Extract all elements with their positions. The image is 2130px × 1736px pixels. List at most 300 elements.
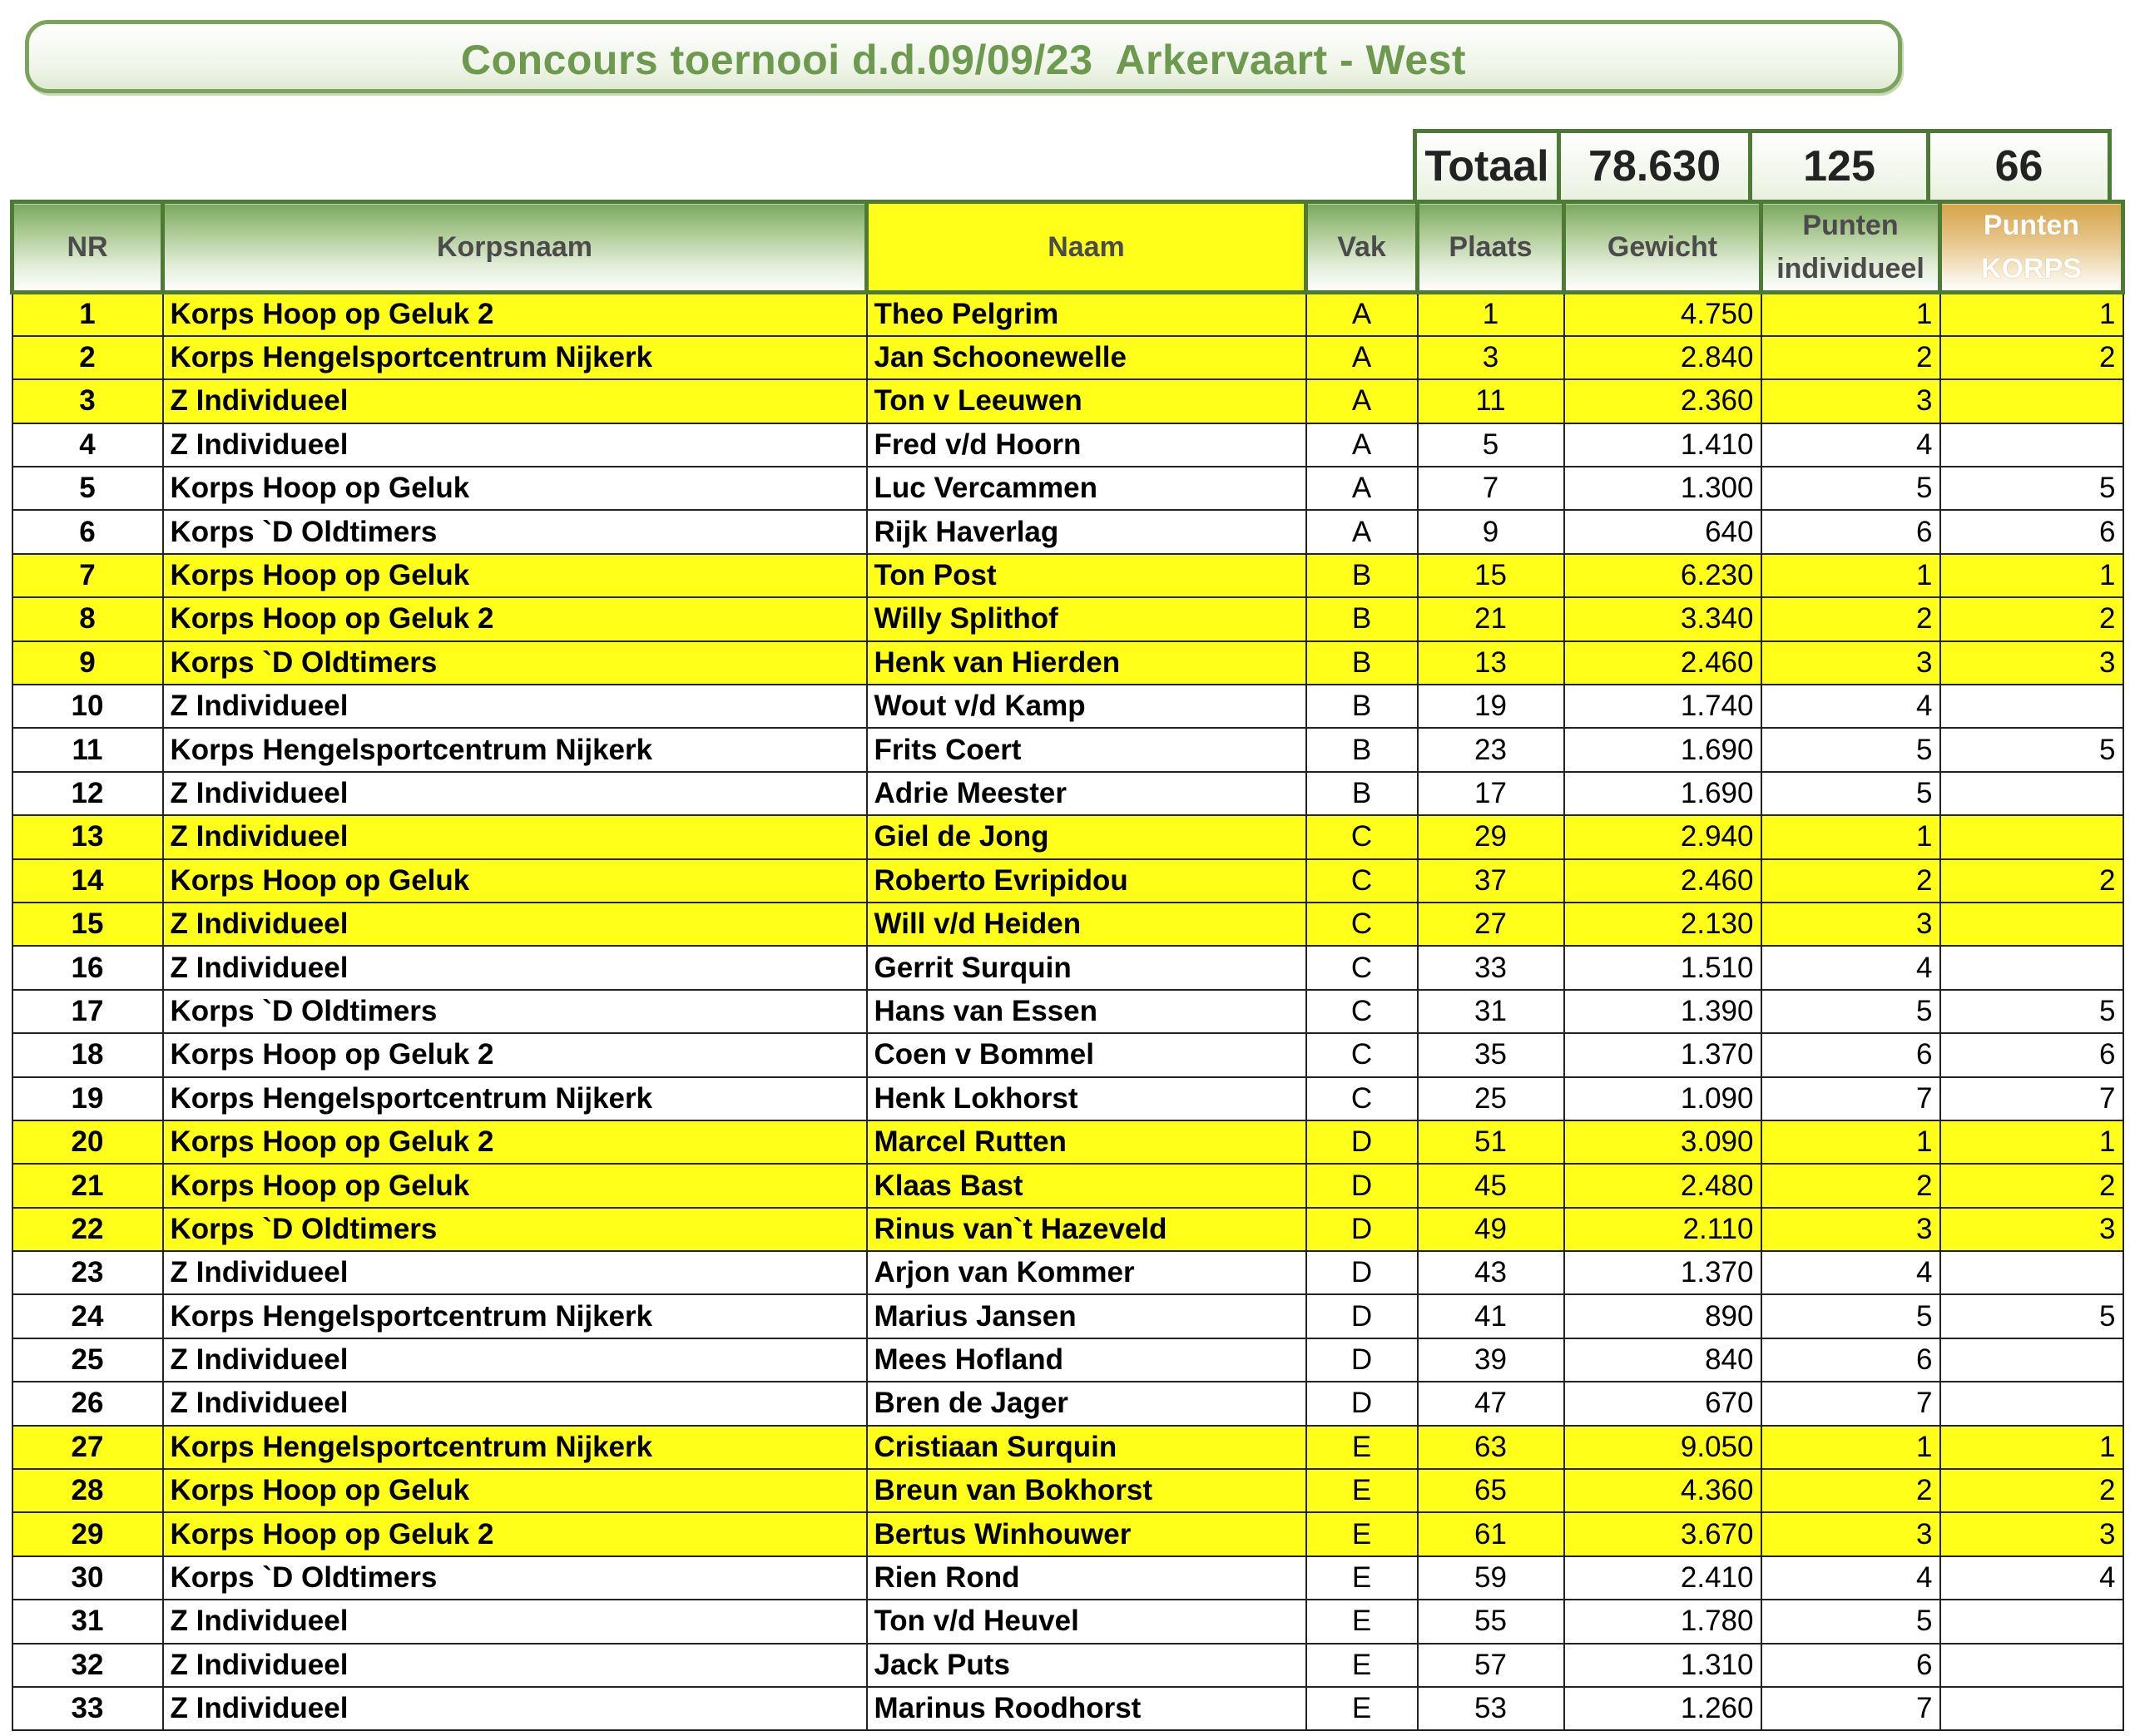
row-punten-individueel: 2 bbox=[1761, 859, 1940, 903]
row-vak: B bbox=[1306, 554, 1418, 597]
row-nr: 26 bbox=[12, 1382, 163, 1425]
totals-label: Totaal bbox=[1413, 129, 1561, 204]
row-nr: 13 bbox=[12, 815, 163, 858]
row-nr: 30 bbox=[12, 1556, 163, 1600]
row-gewicht: 3.340 bbox=[1564, 597, 1761, 640]
row-nr: 18 bbox=[12, 1033, 163, 1076]
row-punten-individueel: 7 bbox=[1761, 1382, 1940, 1425]
row-plaats: 49 bbox=[1418, 1208, 1564, 1251]
row-vak: B bbox=[1306, 728, 1418, 771]
row-korpsnaam: Korps `D Oldtimers bbox=[163, 510, 867, 553]
row-punten-individueel: 2 bbox=[1761, 336, 1940, 379]
row-gewicht: 2.480 bbox=[1564, 1164, 1761, 1207]
row-punten-individueel: 6 bbox=[1761, 510, 1940, 553]
row-punten-korps bbox=[1940, 772, 2123, 815]
row-vak: C bbox=[1306, 903, 1418, 946]
header-gewicht: Gewicht bbox=[1564, 202, 1761, 293]
row-nr: 33 bbox=[12, 1687, 163, 1730]
row-vak: E bbox=[1306, 1644, 1418, 1687]
row-nr: 4 bbox=[12, 423, 163, 467]
row-gewicht: 1.260 bbox=[1564, 1687, 1761, 1730]
row-plaats: 31 bbox=[1418, 990, 1564, 1033]
row-naam: Marcel Rutten bbox=[867, 1120, 1306, 1164]
row-nr: 9 bbox=[12, 641, 163, 685]
table-row bbox=[12, 815, 2123, 858]
results-table bbox=[10, 200, 2125, 1731]
row-korpsnaam: Z Individueel bbox=[163, 1600, 867, 1643]
row-nr: 12 bbox=[12, 772, 163, 815]
row-korpsnaam: Korps `D Oldtimers bbox=[163, 1208, 867, 1251]
row-nr: 32 bbox=[12, 1644, 163, 1687]
row-gewicht: 3.670 bbox=[1564, 1512, 1761, 1555]
row-naam: Henk van Hierden bbox=[867, 641, 1306, 685]
header-punten-ind-line2: individueel bbox=[1776, 253, 1924, 284]
row-punten-korps: 2 bbox=[1940, 859, 2123, 903]
row-nr: 7 bbox=[12, 554, 163, 597]
row-gewicht: 1.740 bbox=[1564, 685, 1761, 728]
row-punten-individueel: 4 bbox=[1761, 685, 1940, 728]
row-naam: Ton v/d Heuvel bbox=[867, 1600, 1306, 1643]
row-vak: E bbox=[1306, 1687, 1418, 1730]
row-plaats: 21 bbox=[1418, 597, 1564, 640]
totals-punten-individueel: 125 bbox=[1748, 129, 1930, 204]
row-nr: 5 bbox=[12, 467, 163, 510]
row-plaats: 53 bbox=[1418, 1687, 1564, 1730]
row-naam: Willy Splithof bbox=[867, 597, 1306, 640]
table-row bbox=[12, 903, 2123, 946]
row-punten-individueel: 3 bbox=[1761, 1512, 1940, 1555]
row-punten-korps: 6 bbox=[1940, 510, 2123, 553]
row-gewicht: 2.460 bbox=[1564, 641, 1761, 685]
header-punten-ind-line1: Punten bbox=[1802, 210, 1899, 241]
table-row bbox=[12, 467, 2123, 510]
row-nr: 8 bbox=[12, 597, 163, 640]
row-gewicht: 1.390 bbox=[1564, 990, 1761, 1033]
row-korpsnaam: Korps Hoop op Geluk 2 bbox=[163, 1033, 867, 1076]
row-plaats: 33 bbox=[1418, 946, 1564, 989]
table-row bbox=[12, 1426, 2123, 1469]
row-gewicht: 9.050 bbox=[1564, 1426, 1761, 1469]
row-nr: 17 bbox=[12, 990, 163, 1033]
row-vak: A bbox=[1306, 293, 1418, 336]
row-punten-korps bbox=[1940, 815, 2123, 858]
table-row bbox=[12, 336, 2123, 379]
row-korpsnaam: Korps Hoop op Geluk 2 bbox=[163, 293, 867, 336]
row-punten-korps: 5 bbox=[1940, 1294, 2123, 1338]
row-nr: 21 bbox=[12, 1164, 163, 1207]
row-punten-korps bbox=[1940, 1600, 2123, 1643]
row-punten-korps: 7 bbox=[1940, 1077, 2123, 1120]
row-punten-individueel: 6 bbox=[1761, 1338, 1940, 1382]
row-gewicht: 1.310 bbox=[1564, 1644, 1761, 1687]
row-plaats: 11 bbox=[1418, 379, 1564, 423]
row-nr: 29 bbox=[12, 1512, 163, 1555]
row-punten-individueel: 1 bbox=[1761, 554, 1940, 597]
row-plaats: 29 bbox=[1418, 815, 1564, 858]
row-naam: Adrie Meester bbox=[867, 772, 1306, 815]
page-title: Concours toernooi d.d.09/09/23 Arkervaart - West bbox=[460, 37, 1467, 83]
row-korpsnaam: Z Individueel bbox=[163, 379, 867, 423]
row-vak: D bbox=[1306, 1294, 1418, 1338]
row-punten-individueel: 5 bbox=[1761, 1600, 1940, 1643]
row-plaats: 15 bbox=[1418, 554, 1564, 597]
row-nr: 22 bbox=[12, 1208, 163, 1251]
row-naam: Cristiaan Surquin bbox=[867, 1426, 1306, 1469]
row-naam: Roberto Evripidou bbox=[867, 859, 1306, 903]
row-gewicht: 1.410 bbox=[1564, 423, 1761, 467]
row-vak: A bbox=[1306, 423, 1418, 467]
table-row bbox=[12, 1338, 2123, 1382]
row-punten-korps bbox=[1940, 946, 2123, 989]
header-korpsnaam: Korpsnaam bbox=[163, 202, 867, 293]
row-nr: 23 bbox=[12, 1251, 163, 1294]
row-punten-individueel: 5 bbox=[1761, 990, 1940, 1033]
row-punten-individueel: 4 bbox=[1761, 423, 1940, 467]
row-punten-korps: 3 bbox=[1940, 1512, 2123, 1555]
row-korpsnaam: Korps Hoop op Geluk bbox=[163, 1469, 867, 1512]
row-punten-korps: 2 bbox=[1940, 597, 2123, 640]
totals-row bbox=[1413, 129, 2112, 204]
row-punten-korps: 6 bbox=[1940, 1033, 2123, 1076]
row-punten-individueel: 2 bbox=[1761, 1469, 1940, 1512]
row-gewicht: 1.690 bbox=[1564, 728, 1761, 771]
row-punten-korps: 2 bbox=[1940, 336, 2123, 379]
header-punten-korps bbox=[1940, 202, 2123, 293]
row-vak: E bbox=[1306, 1469, 1418, 1512]
row-punten-individueel: 4 bbox=[1761, 1251, 1940, 1294]
table-row bbox=[12, 1382, 2123, 1425]
row-vak: C bbox=[1306, 859, 1418, 903]
row-punten-korps bbox=[1940, 1338, 2123, 1382]
row-korpsnaam: Korps Hoop op Geluk 2 bbox=[163, 597, 867, 640]
row-gewicht: 670 bbox=[1564, 1382, 1761, 1425]
table-row bbox=[12, 597, 2123, 640]
row-punten-korps: 4 bbox=[1940, 1556, 2123, 1600]
row-nr: 2 bbox=[12, 336, 163, 379]
row-korpsnaam: Korps Hoop op Geluk bbox=[163, 1164, 867, 1207]
row-gewicht: 3.090 bbox=[1564, 1120, 1761, 1164]
header-vak: Vak bbox=[1306, 202, 1418, 293]
results-body bbox=[12, 293, 2123, 1731]
table-row bbox=[12, 379, 2123, 423]
row-korpsnaam: Z Individueel bbox=[163, 1338, 867, 1382]
row-gewicht: 1.510 bbox=[1564, 946, 1761, 989]
row-punten-individueel: 5 bbox=[1761, 467, 1940, 510]
row-punten-individueel: 3 bbox=[1761, 1208, 1940, 1251]
row-vak: E bbox=[1306, 1600, 1418, 1643]
row-punten-individueel: 2 bbox=[1761, 597, 1940, 640]
row-plaats: 19 bbox=[1418, 685, 1564, 728]
row-punten-individueel: 4 bbox=[1761, 1556, 1940, 1600]
row-punten-korps bbox=[1940, 1687, 2123, 1730]
row-naam: Klaas Bast bbox=[867, 1164, 1306, 1207]
row-korpsnaam: Korps Hoop op Geluk bbox=[163, 467, 867, 510]
row-vak: C bbox=[1306, 946, 1418, 989]
row-naam: Marius Jansen bbox=[867, 1294, 1306, 1338]
row-punten-individueel: 3 bbox=[1761, 641, 1940, 685]
header-punten-korps-line1: Punten bbox=[1983, 210, 2080, 241]
row-naam: Rien Rond bbox=[867, 1556, 1306, 1600]
row-vak: E bbox=[1306, 1512, 1418, 1555]
row-plaats: 27 bbox=[1418, 903, 1564, 946]
row-gewicht: 640 bbox=[1564, 510, 1761, 553]
row-plaats: 1 bbox=[1418, 293, 1564, 336]
table-row bbox=[12, 1164, 2123, 1207]
row-punten-individueel: 5 bbox=[1761, 728, 1940, 771]
row-plaats: 57 bbox=[1418, 1644, 1564, 1687]
table-row bbox=[12, 1556, 2123, 1600]
row-korpsnaam: Z Individueel bbox=[163, 423, 867, 467]
row-nr: 15 bbox=[12, 903, 163, 946]
row-nr: 3 bbox=[12, 379, 163, 423]
table-row bbox=[12, 554, 2123, 597]
table-row bbox=[12, 510, 2123, 553]
table-row bbox=[12, 641, 2123, 685]
table-row bbox=[12, 423, 2123, 467]
row-punten-korps bbox=[1940, 423, 2123, 467]
table-row bbox=[12, 1033, 2123, 1076]
row-naam: Arjon van Kommer bbox=[867, 1251, 1306, 1294]
row-gewicht: 1.780 bbox=[1564, 1600, 1761, 1643]
row-korpsnaam: Korps Hengelsportcentrum Nijkerk bbox=[163, 1426, 867, 1469]
row-punten-korps bbox=[1940, 1251, 2123, 1294]
row-vak: A bbox=[1306, 510, 1418, 553]
row-plaats: 23 bbox=[1418, 728, 1564, 771]
row-nr: 25 bbox=[12, 1338, 163, 1382]
row-vak: E bbox=[1306, 1556, 1418, 1600]
row-vak: A bbox=[1306, 336, 1418, 379]
row-plaats: 59 bbox=[1418, 1556, 1564, 1600]
row-punten-korps: 2 bbox=[1940, 1469, 2123, 1512]
row-vak: A bbox=[1306, 379, 1418, 423]
row-plaats: 7 bbox=[1418, 467, 1564, 510]
row-gewicht: 1.370 bbox=[1564, 1033, 1761, 1076]
row-punten-korps: 5 bbox=[1940, 467, 2123, 510]
row-gewicht: 4.360 bbox=[1564, 1469, 1761, 1512]
row-gewicht: 1.300 bbox=[1564, 467, 1761, 510]
row-punten-individueel: 3 bbox=[1761, 379, 1940, 423]
row-gewicht: 1.090 bbox=[1564, 1077, 1761, 1120]
row-vak: D bbox=[1306, 1338, 1418, 1382]
row-korpsnaam: Korps `D Oldtimers bbox=[163, 641, 867, 685]
row-naam: Luc Vercammen bbox=[867, 467, 1306, 510]
row-nr: 6 bbox=[12, 510, 163, 553]
row-plaats: 63 bbox=[1418, 1426, 1564, 1469]
row-naam: Henk Lokhorst bbox=[867, 1077, 1306, 1120]
title-banner bbox=[25, 20, 1902, 93]
row-nr: 10 bbox=[12, 685, 163, 728]
row-punten-individueel: 1 bbox=[1761, 815, 1940, 858]
row-nr: 11 bbox=[12, 728, 163, 771]
row-nr: 24 bbox=[12, 1294, 163, 1338]
row-gewicht: 2.360 bbox=[1564, 379, 1761, 423]
table-row bbox=[12, 1600, 2123, 1643]
row-gewicht: 6.230 bbox=[1564, 554, 1761, 597]
totals-gewicht: 78.630 bbox=[1557, 129, 1752, 204]
row-plaats: 13 bbox=[1418, 641, 1564, 685]
row-plaats: 43 bbox=[1418, 1251, 1564, 1294]
row-vak: B bbox=[1306, 641, 1418, 685]
row-naam: Fred v/d Hoorn bbox=[867, 423, 1306, 467]
row-naam: Will v/d Heiden bbox=[867, 903, 1306, 946]
row-plaats: 51 bbox=[1418, 1120, 1564, 1164]
row-punten-individueel: 3 bbox=[1761, 903, 1940, 946]
row-naam: Coen v Bommel bbox=[867, 1033, 1306, 1076]
table-row bbox=[12, 990, 2123, 1033]
row-punten-korps: 1 bbox=[1940, 1426, 2123, 1469]
table-row bbox=[12, 772, 2123, 815]
table-row bbox=[12, 293, 2123, 336]
row-vak: D bbox=[1306, 1120, 1418, 1164]
row-punten-korps: 1 bbox=[1940, 1120, 2123, 1164]
row-punten-individueel: 5 bbox=[1761, 1294, 1940, 1338]
row-punten-individueel: 2 bbox=[1761, 1164, 1940, 1207]
row-plaats: 61 bbox=[1418, 1512, 1564, 1555]
row-naam: Bren de Jager bbox=[867, 1382, 1306, 1425]
row-korpsnaam: Z Individueel bbox=[163, 1687, 867, 1730]
table-row bbox=[12, 1251, 2123, 1294]
row-plaats: 5 bbox=[1418, 423, 1564, 467]
table-row bbox=[12, 1512, 2123, 1555]
header-punten-individueel bbox=[1761, 202, 1940, 293]
row-korpsnaam: Korps Hoop op Geluk 2 bbox=[163, 1120, 867, 1164]
row-vak: C bbox=[1306, 990, 1418, 1033]
row-naam: Wout v/d Kamp bbox=[867, 685, 1306, 728]
row-vak: D bbox=[1306, 1382, 1418, 1425]
row-plaats: 17 bbox=[1418, 772, 1564, 815]
row-plaats: 45 bbox=[1418, 1164, 1564, 1207]
table-row bbox=[12, 1294, 2123, 1338]
row-naam: Bertus Winhouwer bbox=[867, 1512, 1306, 1555]
row-naam: Jan Schoonewelle bbox=[867, 336, 1306, 379]
row-punten-korps: 3 bbox=[1940, 641, 2123, 685]
row-vak: B bbox=[1306, 772, 1418, 815]
row-punten-korps: 1 bbox=[1940, 293, 2123, 336]
row-korpsnaam: Korps Hoop op Geluk bbox=[163, 554, 867, 597]
row-vak: A bbox=[1306, 467, 1418, 510]
row-gewicht: 2.110 bbox=[1564, 1208, 1761, 1251]
row-punten-korps bbox=[1940, 1644, 2123, 1687]
row-nr: 20 bbox=[12, 1120, 163, 1164]
row-korpsnaam: Korps Hoop op Geluk 2 bbox=[163, 1512, 867, 1555]
row-nr: 1 bbox=[12, 293, 163, 336]
row-vak: E bbox=[1306, 1426, 1418, 1469]
header-row bbox=[12, 202, 2123, 293]
header-nr: NR bbox=[12, 202, 163, 293]
row-korpsnaam: Korps `D Oldtimers bbox=[163, 990, 867, 1033]
row-punten-korps bbox=[1940, 1382, 2123, 1425]
row-naam: Mees Hofland bbox=[867, 1338, 1306, 1382]
row-nr: 16 bbox=[12, 946, 163, 989]
row-punten-korps bbox=[1940, 685, 2123, 728]
row-plaats: 65 bbox=[1418, 1469, 1564, 1512]
row-gewicht: 4.750 bbox=[1564, 293, 1761, 336]
row-korpsnaam: Korps Hoop op Geluk bbox=[163, 859, 867, 903]
row-punten-korps: 3 bbox=[1940, 1208, 2123, 1251]
row-gewicht: 2.940 bbox=[1564, 815, 1761, 858]
row-punten-individueel: 1 bbox=[1761, 1120, 1940, 1164]
row-punten-individueel: 5 bbox=[1761, 772, 1940, 815]
row-gewicht: 1.370 bbox=[1564, 1251, 1761, 1294]
table-row bbox=[12, 1208, 2123, 1251]
row-korpsnaam: Z Individueel bbox=[163, 1644, 867, 1687]
row-gewicht: 1.690 bbox=[1564, 772, 1761, 815]
totals-punten-korps: 66 bbox=[1926, 129, 2112, 204]
row-gewicht: 2.460 bbox=[1564, 859, 1761, 903]
row-naam: Hans van Essen bbox=[867, 990, 1306, 1033]
row-punten-korps bbox=[1940, 379, 2123, 423]
row-korpsnaam: Z Individueel bbox=[163, 772, 867, 815]
row-punten-individueel: 6 bbox=[1761, 1644, 1940, 1687]
row-nr: 19 bbox=[12, 1077, 163, 1120]
row-vak: C bbox=[1306, 815, 1418, 858]
row-gewicht: 890 bbox=[1564, 1294, 1761, 1338]
row-naam: Theo Pelgrim bbox=[867, 293, 1306, 336]
row-vak: B bbox=[1306, 685, 1418, 728]
table-row bbox=[12, 859, 2123, 903]
row-nr: 28 bbox=[12, 1469, 163, 1512]
row-vak: C bbox=[1306, 1077, 1418, 1120]
table-row bbox=[12, 1644, 2123, 1687]
row-plaats: 3 bbox=[1418, 336, 1564, 379]
row-punten-korps bbox=[1940, 903, 2123, 946]
row-naam: Breun van Bokhorst bbox=[867, 1469, 1306, 1512]
row-gewicht: 840 bbox=[1564, 1338, 1761, 1382]
row-korpsnaam: Z Individueel bbox=[163, 815, 867, 858]
row-vak: D bbox=[1306, 1208, 1418, 1251]
row-naam: Gerrit Surquin bbox=[867, 946, 1306, 989]
row-vak: B bbox=[1306, 597, 1418, 640]
table-row bbox=[12, 728, 2123, 771]
row-korpsnaam: Z Individueel bbox=[163, 1382, 867, 1425]
row-nr: 31 bbox=[12, 1600, 163, 1643]
row-punten-individueel: 1 bbox=[1761, 1426, 1940, 1469]
row-naam: Frits Coert bbox=[867, 728, 1306, 771]
row-korpsnaam: Z Individueel bbox=[163, 946, 867, 989]
row-nr: 27 bbox=[12, 1426, 163, 1469]
row-korpsnaam: Korps Hengelsportcentrum Nijkerk bbox=[163, 1077, 867, 1120]
row-gewicht: 2.840 bbox=[1564, 336, 1761, 379]
row-vak: D bbox=[1306, 1251, 1418, 1294]
row-punten-individueel: 6 bbox=[1761, 1033, 1940, 1076]
row-korpsnaam: Z Individueel bbox=[163, 1251, 867, 1294]
row-punten-korps: 5 bbox=[1940, 728, 2123, 771]
row-korpsnaam: Korps Hengelsportcentrum Nijkerk bbox=[163, 1294, 867, 1338]
row-naam: Giel de Jong bbox=[867, 815, 1306, 858]
row-punten-individueel: 7 bbox=[1761, 1687, 1940, 1730]
row-naam: Rinus van`t Hazeveld bbox=[867, 1208, 1306, 1251]
row-plaats: 55 bbox=[1418, 1600, 1564, 1643]
row-vak: D bbox=[1306, 1164, 1418, 1207]
header-naam: Naam bbox=[867, 202, 1306, 293]
row-plaats: 35 bbox=[1418, 1033, 1564, 1076]
row-vak: C bbox=[1306, 1033, 1418, 1076]
row-korpsnaam: Z Individueel bbox=[163, 903, 867, 946]
header-punten-korps-line2: KORPS bbox=[1981, 253, 2082, 284]
row-punten-korps: 1 bbox=[1940, 554, 2123, 597]
table-row bbox=[12, 946, 2123, 989]
row-naam: Jack Puts bbox=[867, 1644, 1306, 1687]
row-nr: 14 bbox=[12, 859, 163, 903]
row-punten-korps: 5 bbox=[1940, 990, 2123, 1033]
table-row bbox=[12, 685, 2123, 728]
table-row bbox=[12, 1120, 2123, 1164]
table-row bbox=[12, 1687, 2123, 1730]
row-plaats: 37 bbox=[1418, 859, 1564, 903]
row-naam: Rijk Haverlag bbox=[867, 510, 1306, 553]
row-naam: Ton Post bbox=[867, 554, 1306, 597]
row-korpsnaam: Korps `D Oldtimers bbox=[163, 1556, 867, 1600]
